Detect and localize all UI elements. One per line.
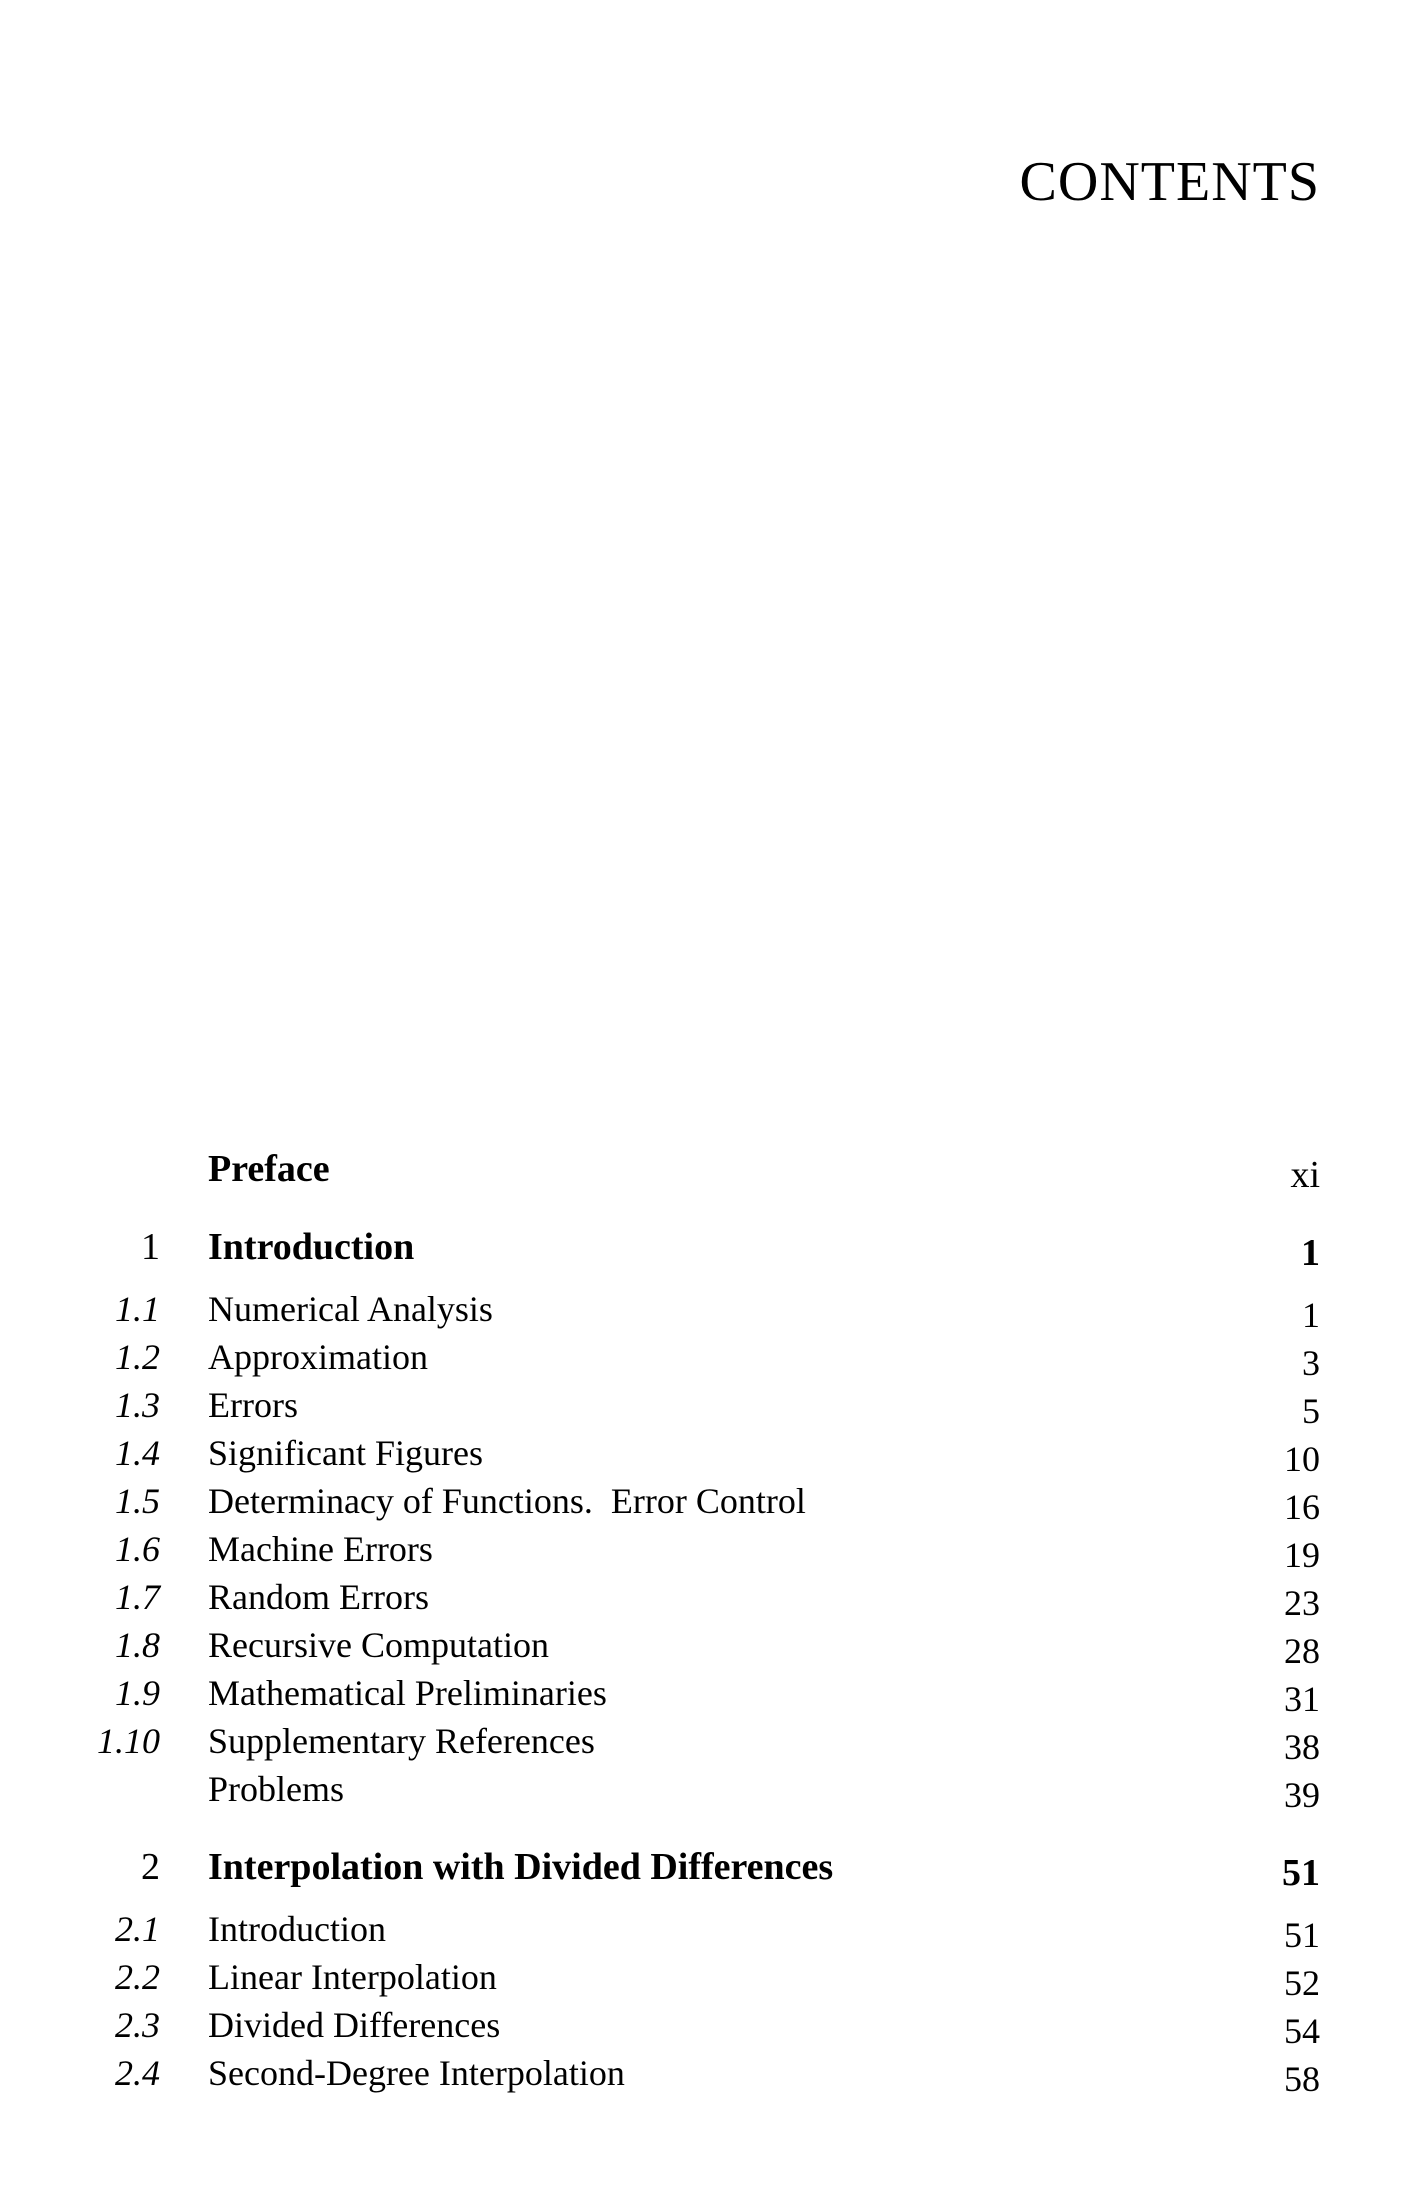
toc-section-page: 3 xyxy=(1302,1343,1320,1383)
toc-section[interactable] xyxy=(80,2001,1320,2049)
toc-chapter-number: 1 xyxy=(141,1226,160,1268)
toc-section[interactable] xyxy=(80,2049,1320,2097)
toc-section-title: Machine Errors xyxy=(208,1529,433,1569)
toc-entry-preface[interactable] xyxy=(80,1145,1320,1196)
toc-section[interactable] xyxy=(80,1953,1320,2001)
table-of-contents xyxy=(80,1145,1320,2097)
toc-section-title: Mathematical Preliminaries xyxy=(208,1673,607,1713)
toc-section-page: 38 xyxy=(1284,1727,1320,1767)
toc-section[interactable] xyxy=(80,1905,1320,1953)
toc-chapter-number: 2 xyxy=(141,1846,160,1888)
toc-section-page: 10 xyxy=(1284,1439,1320,1479)
toc-section-page: 28 xyxy=(1284,1631,1320,1671)
toc-section-title: Significant Figures xyxy=(208,1433,483,1473)
toc-chapter-2[interactable] xyxy=(80,1843,1320,1894)
toc-section-number: 1.10 xyxy=(97,1721,160,1761)
toc-section-number: 1.2 xyxy=(115,1337,160,1377)
toc-section-title: Approximation xyxy=(208,1337,428,1377)
toc-section-title: Recursive Computation xyxy=(208,1625,549,1665)
toc-section-title: Problems xyxy=(208,1769,345,1809)
toc-section-title: Divided Differences xyxy=(208,2005,501,2045)
toc-section-number: 1.8 xyxy=(115,1625,160,1665)
toc-section-page: 19 xyxy=(1284,1535,1320,1575)
toc-section-page: 51 xyxy=(1284,1915,1320,1955)
toc-section-number: 2.4 xyxy=(115,2053,160,2093)
toc-section-title: Supplementary References xyxy=(208,1721,595,1761)
toc-chapter-title: Interpolation with Divided Differences xyxy=(208,1846,834,1888)
toc-section-number: 1.4 xyxy=(115,1433,160,1473)
toc-chapter-1[interactable] xyxy=(80,1223,1320,1274)
toc-section-page: 1 xyxy=(1302,1295,1320,1335)
toc-section-number: 1.9 xyxy=(115,1673,160,1713)
page-title: CONTENTS xyxy=(1019,151,1320,213)
toc-section[interactable] xyxy=(80,1669,1320,1717)
toc-section-title: Linear Interpolation xyxy=(208,1957,497,1997)
toc-entry-title: Preface xyxy=(208,1148,330,1190)
toc-section[interactable] xyxy=(80,1381,1320,1429)
toc-entry-page: xi xyxy=(1290,1154,1320,1196)
toc-section-title: Numerical Analysis xyxy=(208,1289,493,1329)
toc-section-title: Introduction xyxy=(208,1909,386,1949)
toc-section[interactable] xyxy=(80,1525,1320,1573)
toc-section-page: 52 xyxy=(1284,1963,1320,2003)
toc-section-page: 39 xyxy=(1284,1775,1320,1815)
toc-section[interactable] xyxy=(80,1765,1320,1813)
toc-section-title: Second-Degree Interpolation xyxy=(208,2053,625,2093)
toc-section-page: 54 xyxy=(1284,2011,1320,2051)
toc-section-number: 1.7 xyxy=(115,1577,160,1617)
toc-section[interactable] xyxy=(80,1429,1320,1477)
toc-section-page: 31 xyxy=(1284,1679,1320,1719)
toc-chapter-page: 1 xyxy=(1301,1232,1320,1274)
toc-section-page: 23 xyxy=(1284,1583,1320,1623)
toc-chapter-title: Introduction xyxy=(208,1226,415,1268)
toc-section-page: 58 xyxy=(1284,2059,1320,2099)
toc-section-number: 2.3 xyxy=(115,2005,160,2045)
toc-section[interactable] xyxy=(80,1717,1320,1765)
toc-section-page: 16 xyxy=(1284,1487,1320,1527)
toc-section-title: Random Errors xyxy=(208,1577,429,1617)
toc-section[interactable] xyxy=(80,1285,1320,1333)
toc-section-page: 5 xyxy=(1302,1391,1320,1431)
toc-section-title: Determinacy of Functions. Error Control xyxy=(208,1481,806,1521)
toc-section-number: 2.2 xyxy=(115,1957,160,1997)
toc-section[interactable] xyxy=(80,1573,1320,1621)
toc-section-number: 1.3 xyxy=(115,1385,160,1425)
toc-section-number: 1.6 xyxy=(115,1529,160,1569)
toc-section[interactable] xyxy=(80,1621,1320,1669)
toc-section-number: 1.1 xyxy=(115,1289,160,1329)
toc-chapter-page: 51 xyxy=(1282,1852,1320,1894)
toc-section-number: 1.5 xyxy=(115,1481,160,1521)
toc-section[interactable] xyxy=(80,1477,1320,1525)
toc-section[interactable] xyxy=(80,1333,1320,1381)
toc-section-title: Errors xyxy=(208,1385,298,1425)
toc-section-number: 2.1 xyxy=(115,1909,160,1949)
